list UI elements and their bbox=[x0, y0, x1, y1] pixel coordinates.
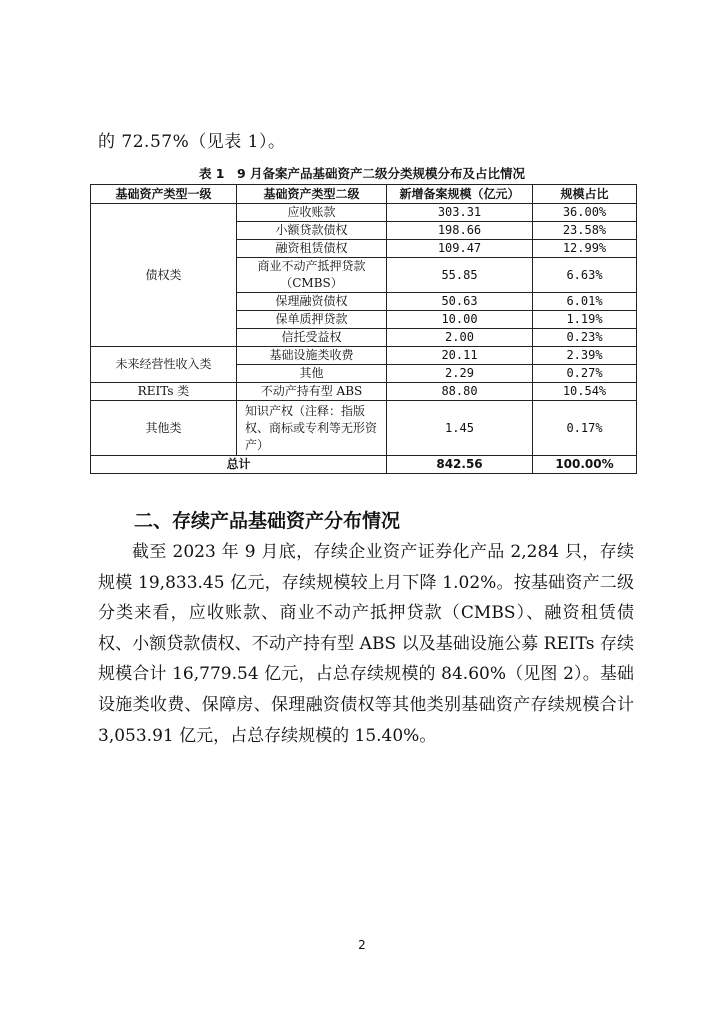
table-row bbox=[91, 347, 637, 365]
page-number: 2 bbox=[358, 938, 366, 952]
header-share: 规模占比 bbox=[533, 185, 637, 204]
amount-cell: 109.47 bbox=[387, 240, 533, 258]
share-cell: 0.27% bbox=[533, 365, 637, 383]
header-level2: 基础资产类型二级 bbox=[237, 185, 387, 204]
sub-type: 不动产持有型 ABS bbox=[237, 383, 387, 401]
share-cell: 36.00% bbox=[533, 204, 637, 222]
amount-cell: 303.31 bbox=[387, 204, 533, 222]
share-cell: 10.54% bbox=[533, 383, 637, 401]
asset-distribution-table bbox=[90, 184, 637, 474]
amount-cell: 55.85 bbox=[387, 258, 533, 293]
sub-type: 基础设施类收费 bbox=[237, 347, 387, 365]
amount-cell: 2.00 bbox=[387, 329, 533, 347]
sub-type: 信托受益权 bbox=[237, 329, 387, 347]
sub-type: 小额贷款债权 bbox=[237, 222, 387, 240]
share-cell: 23.58% bbox=[533, 222, 637, 240]
group-name: REITs 类 bbox=[91, 383, 237, 401]
amount-cell: 10.00 bbox=[387, 311, 533, 329]
amount-cell: 88.80 bbox=[387, 383, 533, 401]
share-cell: 6.01% bbox=[533, 293, 637, 311]
table-row bbox=[91, 204, 637, 222]
table-row bbox=[91, 401, 637, 456]
header-amount: 新增备案规模（亿元） bbox=[387, 185, 533, 204]
share-cell: 12.99% bbox=[533, 240, 637, 258]
sub-type: 保单质押贷款 bbox=[237, 311, 387, 329]
section-title: 二、存续产品基础资产分布情况 bbox=[134, 510, 401, 532]
table-header-row bbox=[91, 185, 637, 204]
share-cell: 0.23% bbox=[533, 329, 637, 347]
amount-cell: 2.29 bbox=[387, 365, 533, 383]
total-label: 总计 bbox=[91, 456, 387, 474]
total-amount: 842.56 bbox=[387, 456, 533, 474]
sub-type: 知识产权（注释：指版权、商标或专利等无形资产） bbox=[237, 401, 387, 456]
group-name: 未来经营性收入类 bbox=[91, 347, 237, 383]
sub-type: 应收账款 bbox=[237, 204, 387, 222]
share-cell: 1.19% bbox=[533, 311, 637, 329]
amount-cell: 20.11 bbox=[387, 347, 533, 365]
sub-type: 保理融资债权 bbox=[237, 293, 387, 311]
amount-cell: 1.45 bbox=[387, 401, 533, 456]
group-name: 债权类 bbox=[91, 204, 237, 347]
group-name: 其他类 bbox=[91, 401, 237, 456]
share-cell: 2.39% bbox=[533, 347, 637, 365]
table-total-row bbox=[91, 456, 637, 474]
sub-type: 商业不动产抵押贷款（CMBS） bbox=[237, 258, 387, 293]
sub-type: 融资租赁债权 bbox=[237, 240, 387, 258]
amount-cell: 50.63 bbox=[387, 293, 533, 311]
total-share: 100.00% bbox=[533, 456, 637, 474]
header-level1: 基础资产类型一级 bbox=[91, 185, 237, 204]
sub-type: 其他 bbox=[237, 365, 387, 383]
table-row bbox=[91, 383, 637, 401]
share-cell: 0.17% bbox=[533, 401, 637, 456]
share-cell: 6.63% bbox=[533, 258, 637, 293]
intro-text: 的 72.57%（见表 1）。 bbox=[98, 132, 286, 152]
body-paragraph: 截至 2023 年 9 月底，存续企业资产证券化产品 2,284 只，存续规模 19,833.45 亿元，存续规模较上月下降 1.02%。按基础资产二级分类来看，应收账款、商业不动产抵押贷款（CMBS）、融资租赁债权、小额贷款债权、不动产持有型 ABS 以及基础设施公募 REITs 存续规模合计 16,779.54 亿元，占总存续规模的 84.60%（见图 2）。基础设施类收费、保障房、保理融资债权等其他类别基础资产存续规模合计 3,053.91 亿元，占总存续规模的 15.40%。 bbox=[98, 542, 634, 746]
amount-cell: 198.66 bbox=[387, 222, 533, 240]
table-caption: 表 1 9 月备案产品基础资产二级分类规模分布及占比情况 bbox=[198, 166, 526, 181]
